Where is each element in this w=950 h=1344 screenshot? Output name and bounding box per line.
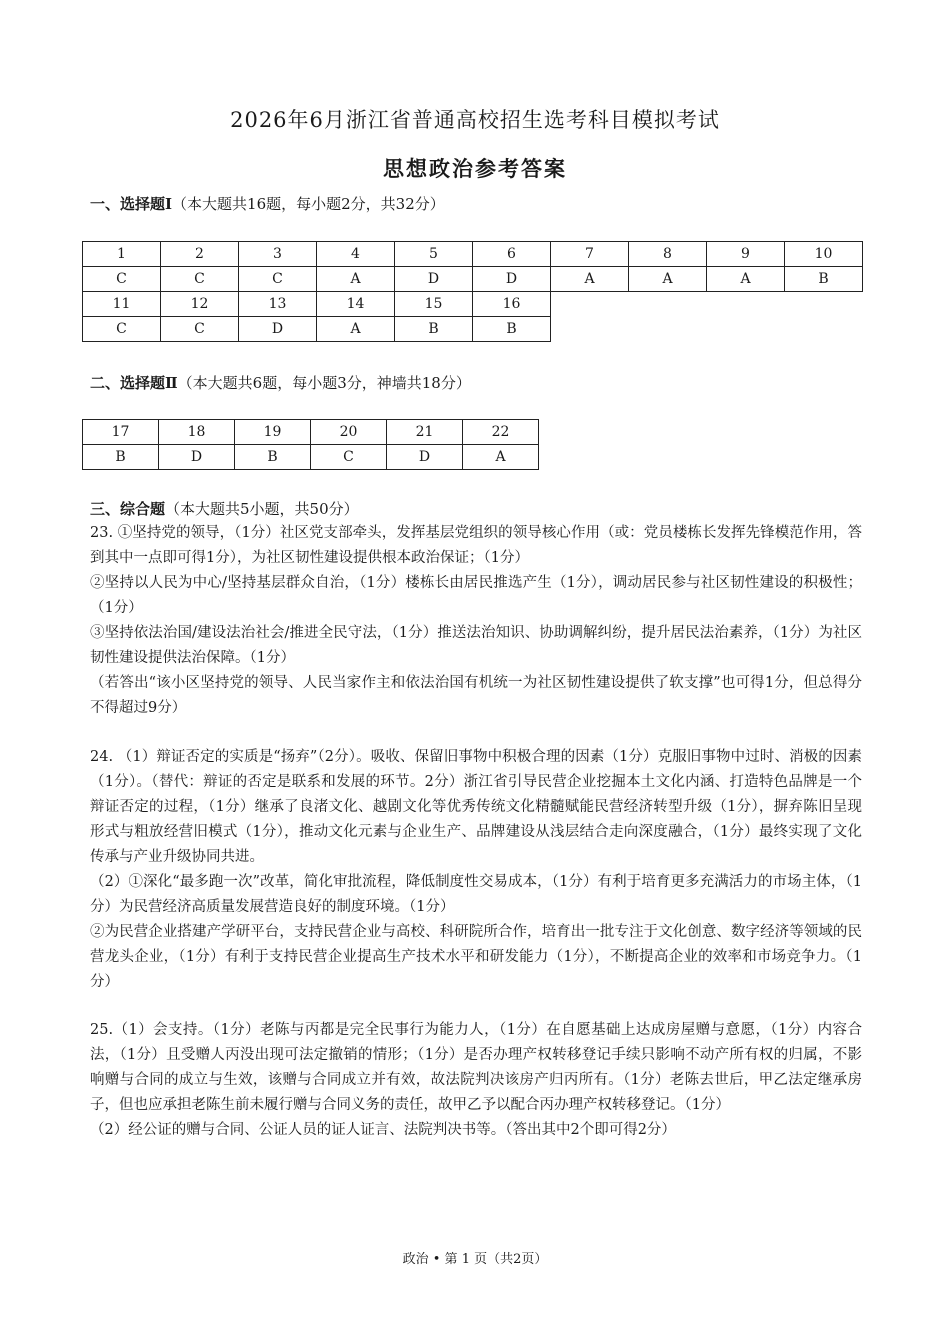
empty-cell [707, 317, 785, 342]
question-number: 13 [239, 292, 317, 317]
question-25-answer [90, 1018, 862, 1143]
question-number: 22 [463, 420, 539, 445]
answer-cell: B [473, 317, 551, 342]
empty-cell [785, 317, 863, 342]
answer-paragraph: （2）经公证的赠与合同、公证人员的证人证言、法院判决书等。（答出其中2个即可得2分） [90, 1122, 676, 1138]
answer-cell: A [317, 317, 395, 342]
section1-note: （本大题共16题，每小题2分，共32分） [172, 195, 445, 213]
empty-cell [707, 292, 785, 317]
answer-cell: C [311, 445, 387, 470]
question-number: 1 [83, 242, 161, 267]
table-row [83, 292, 863, 317]
section3-heading [90, 498, 359, 519]
question-number: 2 [161, 242, 239, 267]
empty-cell [551, 317, 629, 342]
page-title: 2026年6月浙江省普通高校招生选考科目模拟考试 [230, 108, 720, 132]
question-number: 20 [311, 420, 387, 445]
section1-heading [90, 193, 445, 214]
page-footer: 政治 • 第 1 页（共2页） [402, 1252, 548, 1267]
question-number: 18 [159, 420, 235, 445]
answer-cell: D [395, 267, 473, 292]
answer-paragraph: （2）①深化“最多跑一次”改革，简化审批流程，降低制度性交易成本，（1分）有利于培育更多充满活力的市场主体，（1分）为民营经济高质量发展营造良好的制度环境。（1分） [90, 874, 862, 915]
empty-cell [785, 292, 863, 317]
question-number: 17 [83, 420, 159, 445]
question-number: 5 [395, 242, 473, 267]
answer-cell: D [387, 445, 463, 470]
table-row [83, 445, 539, 470]
answer-cell: A [707, 267, 785, 292]
question-number: 12 [161, 292, 239, 317]
question-number: 19 [235, 420, 311, 445]
answer-cell: B [83, 445, 159, 470]
answer-paragraph: ②为民营企业搭建产学研平台，支持民营企业与高校、科研院所合作，培育出一批专注于文化创意、数字经济等领域的民营龙头企业，（1分）有利于支持民营企业提高生产技术水平和研发能力（1分），不断提高企业的效率和市场竞争力。（1分） [90, 924, 862, 990]
answer-cell: B [785, 267, 863, 292]
answer-cell: A [463, 445, 539, 470]
table-row [83, 420, 539, 445]
section2-answer-table [82, 419, 539, 470]
answer-cell: C [83, 317, 161, 342]
question-number: 6 [473, 242, 551, 267]
section1-answer-table [82, 241, 863, 342]
question-23-answer [90, 521, 862, 721]
question-number: 14 [317, 292, 395, 317]
answer-cell: B [235, 445, 311, 470]
table-row [83, 267, 863, 292]
question-number: 16 [473, 292, 551, 317]
answer-cell: C [161, 317, 239, 342]
page-subtitle: 思想政治参考答案 [383, 156, 567, 181]
section2-note: （本大题共6题，每小题3分，神墙共18分） [177, 374, 471, 392]
answer-cell: C [239, 267, 317, 292]
section3-lead: 三、综合题 [90, 500, 166, 518]
empty-cell [551, 292, 629, 317]
answer-cell: C [83, 267, 161, 292]
answer-cell: A [551, 267, 629, 292]
empty-cell [629, 292, 707, 317]
section2-heading [90, 372, 471, 393]
answer-cell: A [629, 267, 707, 292]
answer-cell: C [161, 267, 239, 292]
answer-paragraph: ②坚持以人民为中心/坚持基层群众自治，（1分）楼栋长由居民推选产生（1分），调动居民参与社区韧性建设的积极性；（1分） [90, 575, 862, 616]
question-number: 7 [551, 242, 629, 267]
question-24-answer [90, 745, 862, 995]
answer-paragraph: 23. ①坚持党的领导，（1分）社区党支部牵头，发挥基层党组织的领导核心作用（或：党员楼栋长发挥先锋模范作用，答到其中一点即可得1分），为社区韧性建设提供根本政治保证；（1分） [90, 525, 862, 566]
answer-paragraph: 25.（1）会支持。（1分）老陈与丙都是完全民事行为能力人，（1分）在自愿基础上达成房屋赠与意愿，（1分）内容合法，（1分）且受赠人丙没出现可法定撤销的情形；（1分）是否办理产权转移登记手续只影响不动产所有权的归属，不影响赠与合同的成立与生效，该赠与合同成立并有效，故法院判决该房产归丙所有。（1分）老陈去世后，甲乙法定继承房子，但也应承担老陈生前未履行赠与合同义务的责任，故甲乙予以配合丙办理产权转移登记。（1分） [90, 1022, 862, 1113]
answer-cell: A [317, 267, 395, 292]
empty-cell [629, 317, 707, 342]
question-number: 15 [395, 292, 473, 317]
answer-cell: B [395, 317, 473, 342]
answer-paragraph: 24. （1）辩证否定的实质是“扬弃”（2分）。吸收、保留旧事物中积极合理的因素（1分）克服旧事物中过时、消极的因素（1分）。（替代：辩证的否定是联系和发展的环节。2分）浙江省引导民营企业挖掘本土文化内涵、打造特色品牌是一个辩证否定的过程，（1分）继承了良渚文化、越剧文化等优秀传统文化精髓赋能民营经济转型升级（1分），摒弃陈旧呈现形式与粗放经营旧模式（1分），推动文化元素与企业生产、品牌建设从浅层结合走向深度融合，（1分）最终实现了文化传承与产业升级协同共进。 [90, 749, 862, 865]
question-number: 10 [785, 242, 863, 267]
answer-paragraph: ③坚持依法治国/建设法治社会/推进全民守法，（1分）推送法治知识、协助调解纠纷，提升居民法治素养，（1分）为社区韧性建设提供法治保障。（1分） [90, 625, 862, 666]
question-number: 8 [629, 242, 707, 267]
question-number: 9 [707, 242, 785, 267]
answer-cell: D [239, 317, 317, 342]
question-number: 4 [317, 242, 395, 267]
section1-lead: 一、选择题Ⅰ [90, 195, 173, 213]
answer-cell: D [473, 267, 551, 292]
question-number: 11 [83, 292, 161, 317]
section2-lead: 二、选择题Ⅱ [90, 374, 178, 392]
question-number: 3 [239, 242, 317, 267]
answer-cell: D [159, 445, 235, 470]
section3-note: （本大题共5小题，共50分） [165, 500, 359, 518]
table-row [83, 317, 863, 342]
table-row [83, 242, 863, 267]
question-number: 21 [387, 420, 463, 445]
answer-paragraph: （若答出“该小区坚持党的领导、人民当家作主和依法治国有机统一为社区韧性建设提供了软支撑”也可得1分，但总得分不得超过9分） [90, 675, 862, 716]
